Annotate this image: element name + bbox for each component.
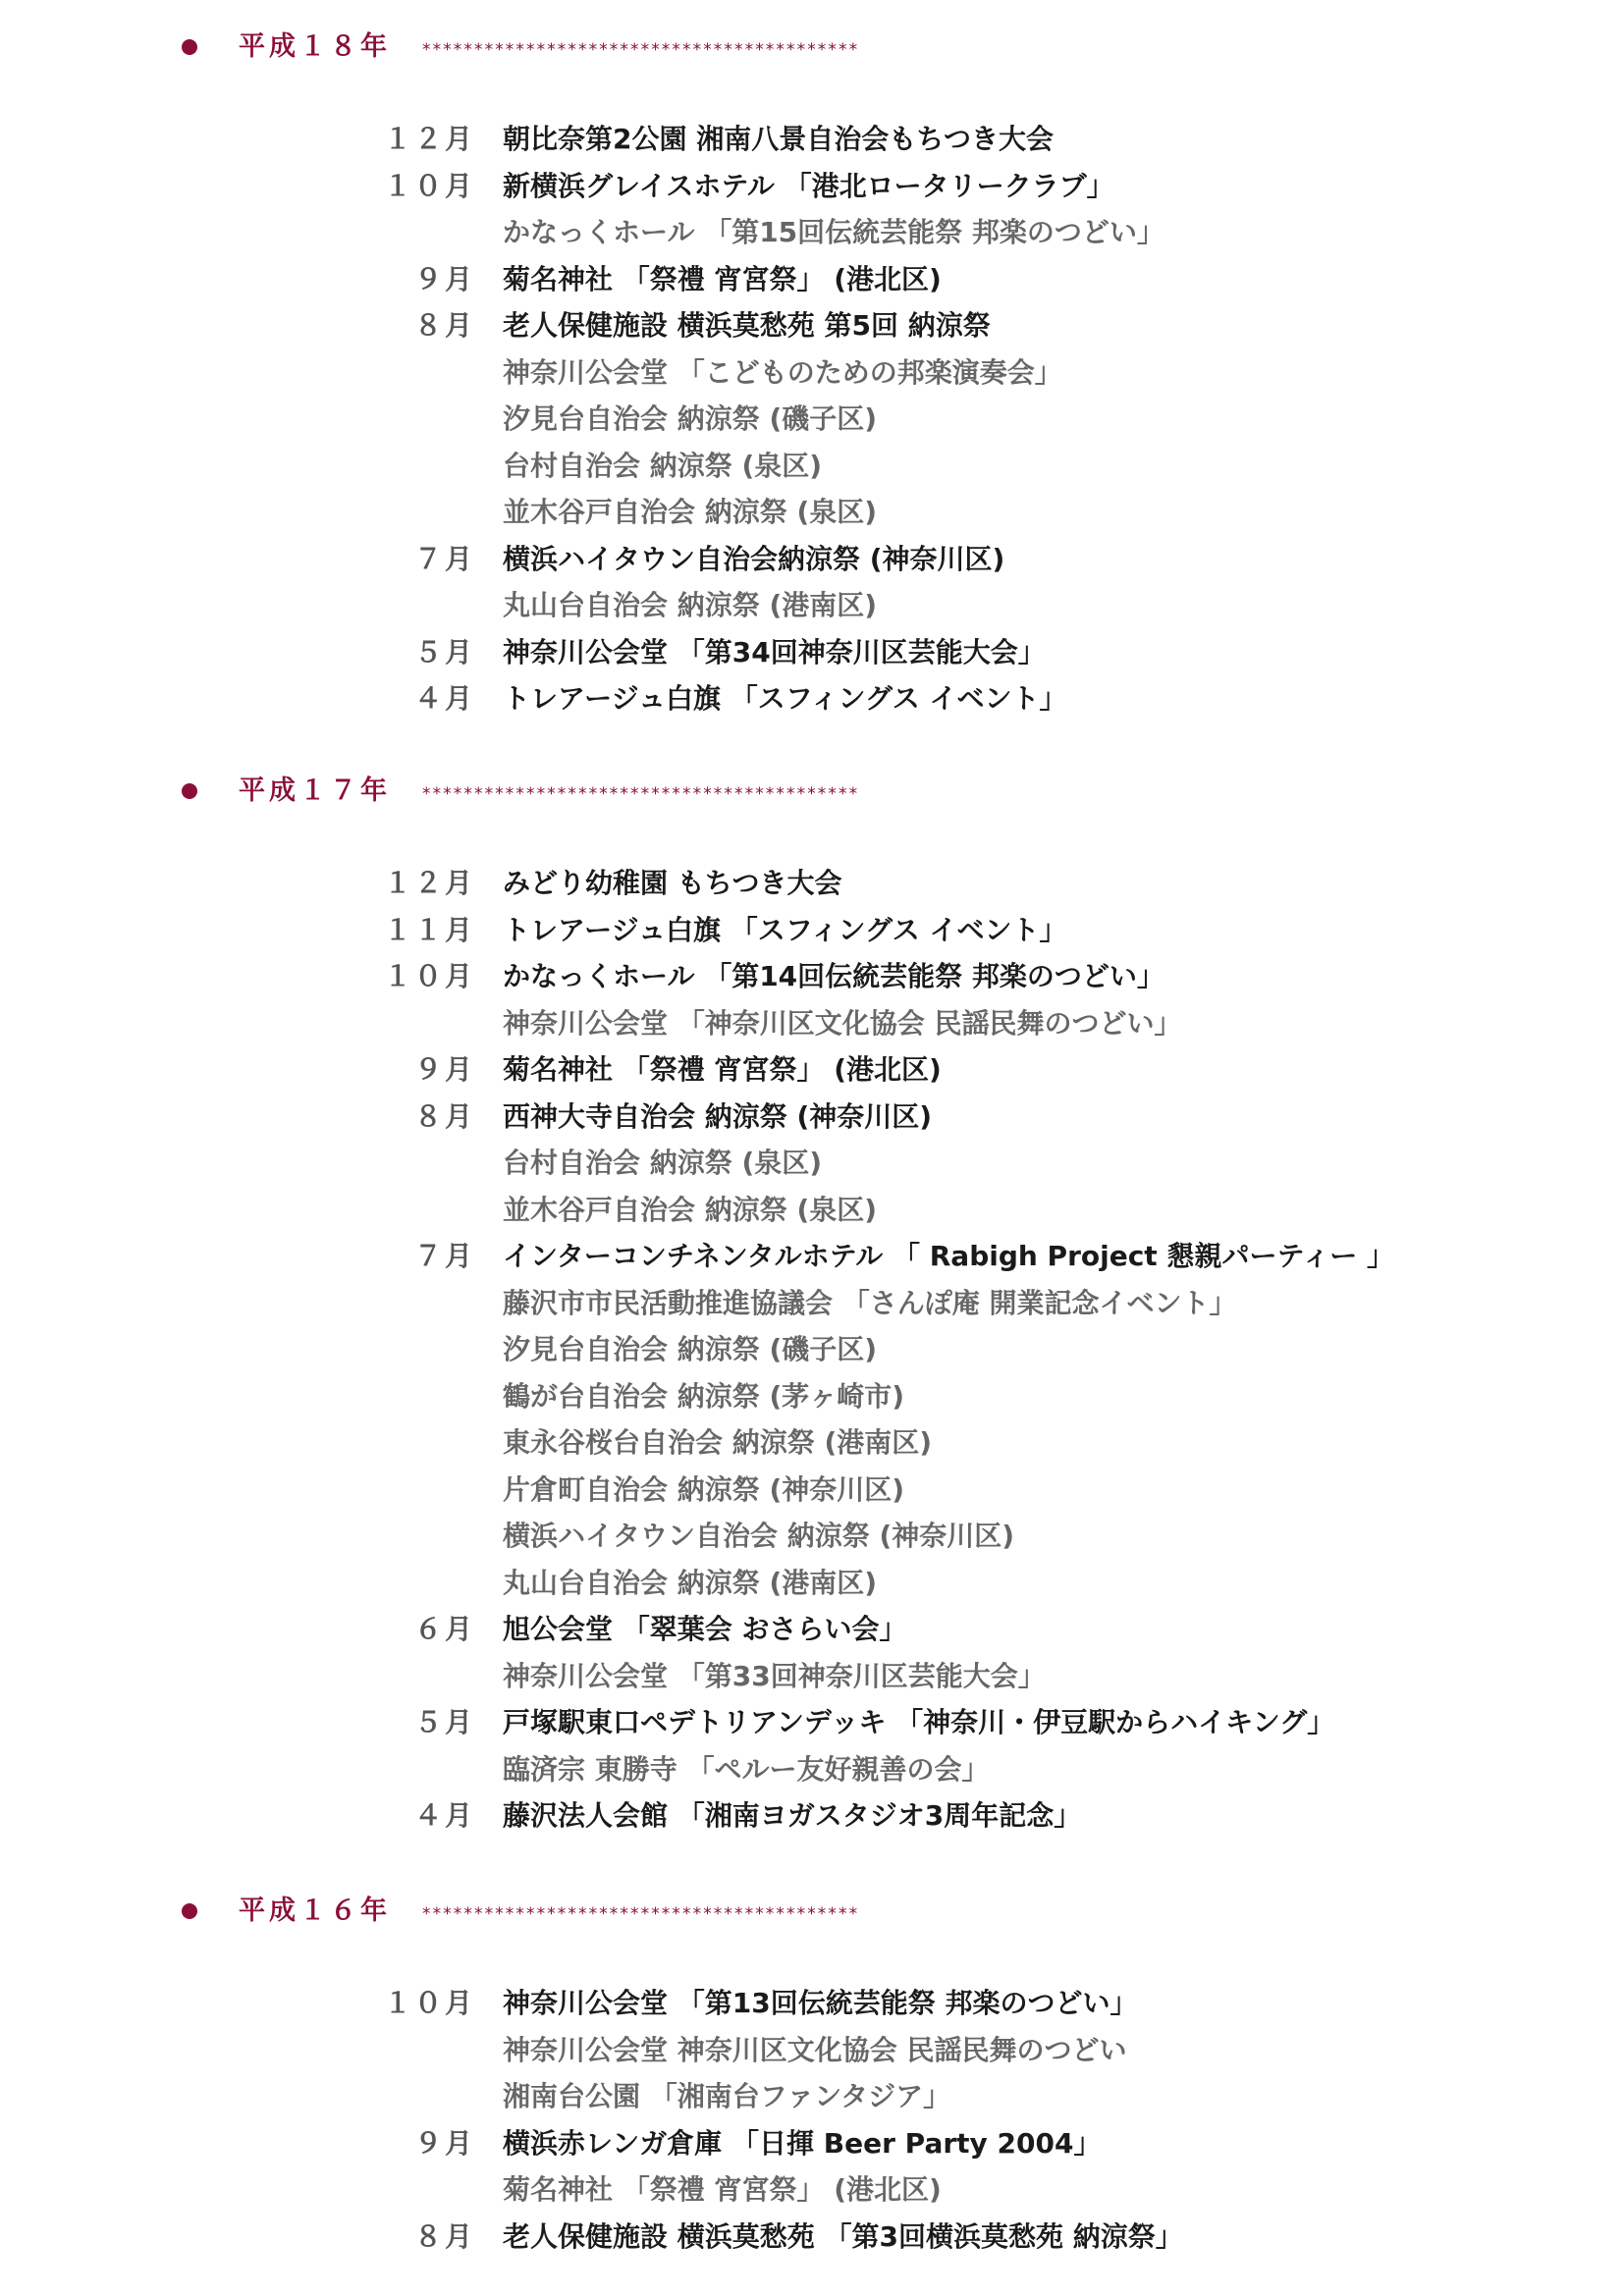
event-text: かなっくホール 「第15回伝統芸能祭 邦楽のつどい」 — [503, 216, 1164, 248]
event-text: 神奈川公会堂 「第13回伝統芸能祭 邦楽のつどい」 — [503, 1987, 1138, 2019]
event-entry — [0, 1373, 1624, 1419]
event-text: 朝比奈第2公園 湘南八景自治会もちつき大会 — [503, 123, 1054, 155]
month-label: ５月 — [413, 635, 475, 668]
bullet-icon — [182, 783, 197, 799]
event-text: 丸山台自治会 納涼祭 (港南区) — [503, 1566, 878, 1599]
month-label: ７月 — [413, 542, 475, 575]
event-entry — [0, 443, 1624, 489]
event-entry — [0, 1233, 1624, 1279]
event-text: 戸塚駅東口ペデトリアンデッキ 「神奈川・伊豆駅からハイキング」 — [503, 1706, 1335, 1738]
event-text: 旭公会堂 「翠葉会 おさらい会」 — [503, 1613, 907, 1645]
star-divider: ****************************************** — [422, 40, 860, 60]
event-entry — [0, 1467, 1624, 1513]
event-text: 並木谷戸自治会 納涼祭 (泉区) — [503, 496, 878, 528]
event-text: 横浜赤レンガ倉庫 「日揮 Beer Party 2004」 — [503, 2126, 1102, 2160]
event-text: 鶴が台自治会 納涼祭 (茅ヶ崎市) — [503, 1379, 905, 1413]
event-entry — [0, 2166, 1624, 2213]
year-header — [0, 772, 1624, 811]
event-entry — [0, 489, 1624, 535]
event-entry — [0, 2214, 1624, 2260]
event-entry — [0, 349, 1624, 396]
month-label: ８月 — [413, 309, 475, 342]
bullet-icon — [182, 1903, 197, 1919]
month-label: ６月 — [413, 1613, 475, 1645]
event-entry — [0, 116, 1624, 162]
event-text: 神奈川公会堂 「こどものための邦楽演奏会」 — [503, 355, 1062, 389]
event-entry — [0, 256, 1624, 302]
event-text: 神奈川公会堂 「第34回神奈川区芸能大会」 — [503, 635, 1046, 668]
event-text: 台村自治会 納涼祭 (泉区) — [503, 1147, 823, 1179]
star-divider: ****************************************** — [422, 1904, 860, 1924]
event-entry — [0, 1280, 1624, 1326]
month-label: ７月 — [413, 1240, 475, 1272]
event-text: 菊名神社 「祭禮 宵宮祭」 (港北区) — [503, 262, 942, 295]
event-text: 新横浜グレイスホテル 「港北ロータリークラブ」 — [503, 169, 1114, 202]
month-label: １０月 — [383, 960, 475, 992]
event-text: 臨済宗 東勝寺 「ペルー友好親善の会」 — [503, 1752, 990, 1786]
event-text: トレアージュ白旗 「スフィングス イベント」 — [503, 682, 1067, 715]
event-entry — [0, 2120, 1624, 2166]
event-text: インターコンチネンタルホテル 「 Rabigh Project 懇親パーティー 」 — [503, 1240, 1394, 1272]
event-entry — [0, 2073, 1624, 2119]
month-label: １０月 — [383, 1987, 475, 2019]
event-entry — [0, 536, 1624, 582]
event-entry — [0, 1699, 1624, 1745]
month-label: ５月 — [413, 1706, 475, 1738]
event-text: 横浜ハイタウン自治会 納涼祭 (神奈川区) — [503, 1520, 1015, 1552]
star-divider: ****************************************** — [422, 784, 860, 804]
event-entry — [0, 860, 1624, 906]
month-label: ８月 — [413, 2219, 475, 2253]
month-label: １２月 — [383, 123, 475, 155]
event-entry — [0, 1606, 1624, 1652]
event-text: 東永谷桜台自治会 納涼祭 (港南区) — [503, 1426, 933, 1459]
event-text: 丸山台自治会 納涼祭 (港南区) — [503, 589, 878, 621]
event-text: 汐見台自治会 納涼祭 (磯子区) — [503, 1333, 878, 1365]
year-header — [0, 1892, 1624, 1931]
event-entry — [0, 1653, 1624, 1699]
event-text: 藤沢法人会館 「湘南ヨガスタジオ3周年記念」 — [503, 1799, 1082, 1832]
month-label: ８月 — [413, 1099, 475, 1133]
event-entry — [0, 675, 1624, 721]
event-entry — [0, 1746, 1624, 1792]
event-entry — [0, 1513, 1624, 1559]
event-entry — [0, 1419, 1624, 1466]
event-entry — [0, 2027, 1624, 2073]
year-label: 平成１６年 — [239, 1896, 391, 1926]
month-label: ９月 — [413, 262, 475, 295]
year-label: 平成１８年 — [239, 31, 391, 62]
event-entry — [0, 1140, 1624, 1186]
event-entry — [0, 629, 1624, 675]
event-entry — [0, 1980, 1624, 2026]
month-label: １２月 — [383, 867, 475, 899]
event-entry — [0, 396, 1624, 442]
event-entry — [0, 907, 1624, 953]
event-entry — [0, 302, 1624, 348]
event-entry — [0, 1046, 1624, 1093]
bullet-icon — [182, 39, 197, 55]
event-text: 神奈川公会堂 「第33回神奈川区芸能大会」 — [503, 1659, 1046, 1692]
event-text: トレアージュ白旗 「スフィングス イベント」 — [503, 913, 1067, 946]
event-text: 台村自治会 納涼祭 (泉区) — [503, 449, 823, 482]
event-entry — [0, 1000, 1624, 1046]
event-text: 菊名神社 「祭禮 宵宮祭」 (港北区) — [503, 2173, 942, 2206]
event-entry — [0, 1326, 1624, 1372]
event-text: 横浜ハイタウン自治会納涼祭 (神奈川区) — [503, 542, 1005, 575]
event-text: 菊名神社 「祭禮 宵宮祭」 (港北区) — [503, 1053, 942, 1086]
month-label: ９月 — [413, 1053, 475, 1086]
year-label: 平成１７年 — [239, 775, 391, 806]
event-text: 神奈川公会堂 神奈川区文化協会 民謡民舞のつどい — [503, 2033, 1127, 2066]
event-entry — [0, 1792, 1624, 1839]
event-entry — [0, 1094, 1624, 1140]
month-label: ４月 — [413, 1799, 475, 1832]
month-label: １０月 — [383, 169, 475, 202]
event-text: 藤沢市市民活動推進協議会 「さんぽ庵 開業記念イベント」 — [503, 1286, 1237, 1319]
event-text: 片倉町自治会 納涼祭 (神奈川区) — [503, 1472, 905, 1506]
event-text: かなっくホール 「第14回伝統芸能祭 邦楽のつどい」 — [503, 960, 1164, 992]
event-entry — [0, 163, 1624, 209]
event-entry — [0, 582, 1624, 628]
event-text: 汐見台自治会 納涼祭 (磯子区) — [503, 402, 878, 435]
event-text: 神奈川公会堂 「神奈川区文化協会 民謡民舞のつどい」 — [503, 1006, 1182, 1040]
event-text: 老人保健施設 横浜莫愁苑 第5回 納涼祭 — [503, 309, 991, 342]
event-entry — [0, 209, 1624, 255]
event-text: みどり幼稚園 もちつき大会 — [503, 867, 842, 899]
event-text: 並木谷戸自治会 納涼祭 (泉区) — [503, 1193, 878, 1226]
event-text: 西神大寺自治会 納涼祭 (神奈川区) — [503, 1099, 933, 1133]
month-label: １１月 — [383, 913, 475, 946]
event-entry — [0, 1560, 1624, 1606]
event-text: 湘南台公園 「湘南台ファンタジア」 — [503, 2080, 951, 2112]
month-label: ９月 — [413, 2126, 475, 2160]
event-entry — [0, 953, 1624, 999]
event-entry — [0, 1187, 1624, 1233]
event-text: 老人保健施設 横浜莫愁苑 「第3回横浜莫愁苑 納涼祭」 — [503, 2219, 1183, 2253]
year-header — [0, 27, 1624, 67]
month-label: ４月 — [413, 682, 475, 715]
